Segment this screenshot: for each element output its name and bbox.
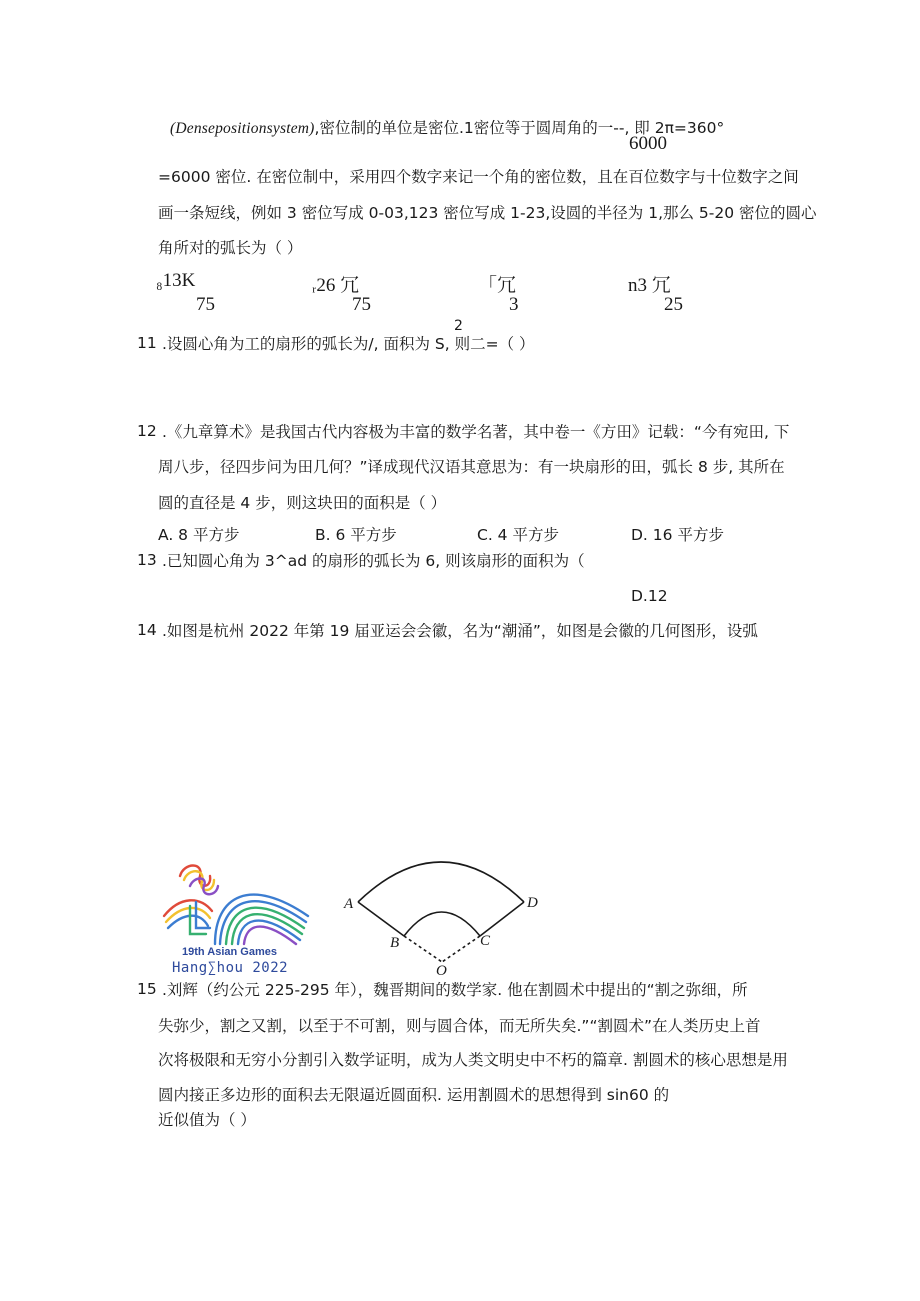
q10-fraction-denominator: 6000 (629, 133, 667, 154)
dashed-segment-BO (404, 936, 442, 962)
q12-choice-c: C. 4 平方步 (477, 526, 559, 544)
q10-option-c-top: 「冗 (478, 275, 517, 296)
q12-choice-a: A. 8 平方步 (158, 526, 240, 544)
q10-option-d-top: n3 冗 (628, 275, 671, 296)
q10-option-d-bottom: 25 (664, 294, 683, 315)
q15-number: 15 (137, 980, 157, 998)
q10-option-b-top: ᵣ26 冗 (312, 275, 360, 296)
q15-line3: 次将极限和无穷小分割引入数学证明，成为人类文明史中不朽的篇章. 割圆术的核心思想是用 (158, 1051, 788, 1069)
q12-choice-d: D. 16 平方步 (631, 526, 724, 544)
logo-caption-line1: 19th Asian Games (182, 946, 277, 958)
q13-number: 13 (137, 551, 157, 569)
sector-figure (338, 852, 552, 978)
outer-arc-AD (358, 862, 524, 902)
q12-number: 12 (137, 422, 157, 440)
q13-choice-d: D.12 (631, 587, 668, 605)
q10-term-english: (Densepositionsystem) (170, 120, 315, 137)
q10-line4: 角所对的弧长为（ ） (158, 239, 303, 257)
q12-line2: 周八步，径四步问为田几何？”译成现代汉语其意思为：有一块扇形的田，弧长 8 步, 其所在 (158, 458, 785, 476)
q14-text: .如图是杭州 2022 年第 19 届亚运会会徽，名为“潮涌”，如图是会徽的几何图形，设弧 (162, 622, 758, 640)
asian-games-logo (160, 856, 310, 978)
q10-option-b-bottom: 75 (352, 294, 371, 315)
segment-AB (358, 902, 404, 936)
q15-line2: 失弥少，割之又割，以至于不可割，则与圆合体，而无所失矣.”“割圆术”在人类历史上首 (158, 1017, 761, 1035)
q10-line3: 画一条短线，例如 3 密位写成 0-03,123 密位写成 1-23,设圆的半径为 1,那么 5-20 密位的圆心 (158, 204, 817, 222)
q11-number: 11 (137, 334, 157, 352)
wave-emblem-icon (160, 856, 310, 948)
q11-text: .设圆心角为工的扇形的弧长为/, 面积为 S, 则二=（ ） (162, 335, 535, 353)
label-A: A (344, 896, 354, 912)
label-D: D (527, 895, 538, 911)
q12-line3: 圆的直径是 4 步，则这块田的面积是（ ） (158, 494, 447, 512)
label-C: C (480, 933, 491, 949)
q14-number: 14 (137, 621, 157, 639)
inner-arc-BC (404, 912, 480, 936)
q15-line4: 圆内接正多边形的面积去无限逼近圆面积. 运用割圆术的思想得到 sin60 的 (158, 1086, 670, 1104)
segment-DC (480, 902, 524, 936)
q10-line1-text: ,密位制的单位是密位.1密位等于圆周角的一--, 即 2π=360° (314, 119, 725, 137)
q15-line1: .刘辉（约公元 225-295 年），魏晋期间的数学家. 他在割圆术中提出的“割之弥细，所 (162, 981, 748, 999)
label-B: B (390, 935, 400, 951)
q12-line1: .《九章算术》是我国古代内容极为丰富的数学名著，其中卷一《方田》记载：“今有宛田, 下 (162, 423, 790, 441)
q10-option-a-bottom: 75 (196, 294, 215, 315)
q13-text: .已知圆心角为 3^ad 的扇形的弧长为 6, 则该扇形的面积为（ (162, 552, 585, 570)
q11-superscript: 2 (454, 318, 463, 334)
q12-choice-b: B. 6 平方步 (315, 526, 397, 544)
label-O: O (436, 963, 447, 978)
q10-line2: =6000 密位. 在密位制中，采用四个数字来记一个角的密位数，且在百位数字与十位数字之间 (158, 168, 799, 186)
q10-option-a-top: ₈13K (156, 270, 196, 291)
q15-line5: 近似值为（ ） (158, 1111, 256, 1129)
q10-option-c-bottom: 3 (509, 294, 519, 315)
logo-caption-line2: Hang∑hou 2022 (172, 960, 289, 976)
dashed-segment-CO (442, 936, 480, 962)
